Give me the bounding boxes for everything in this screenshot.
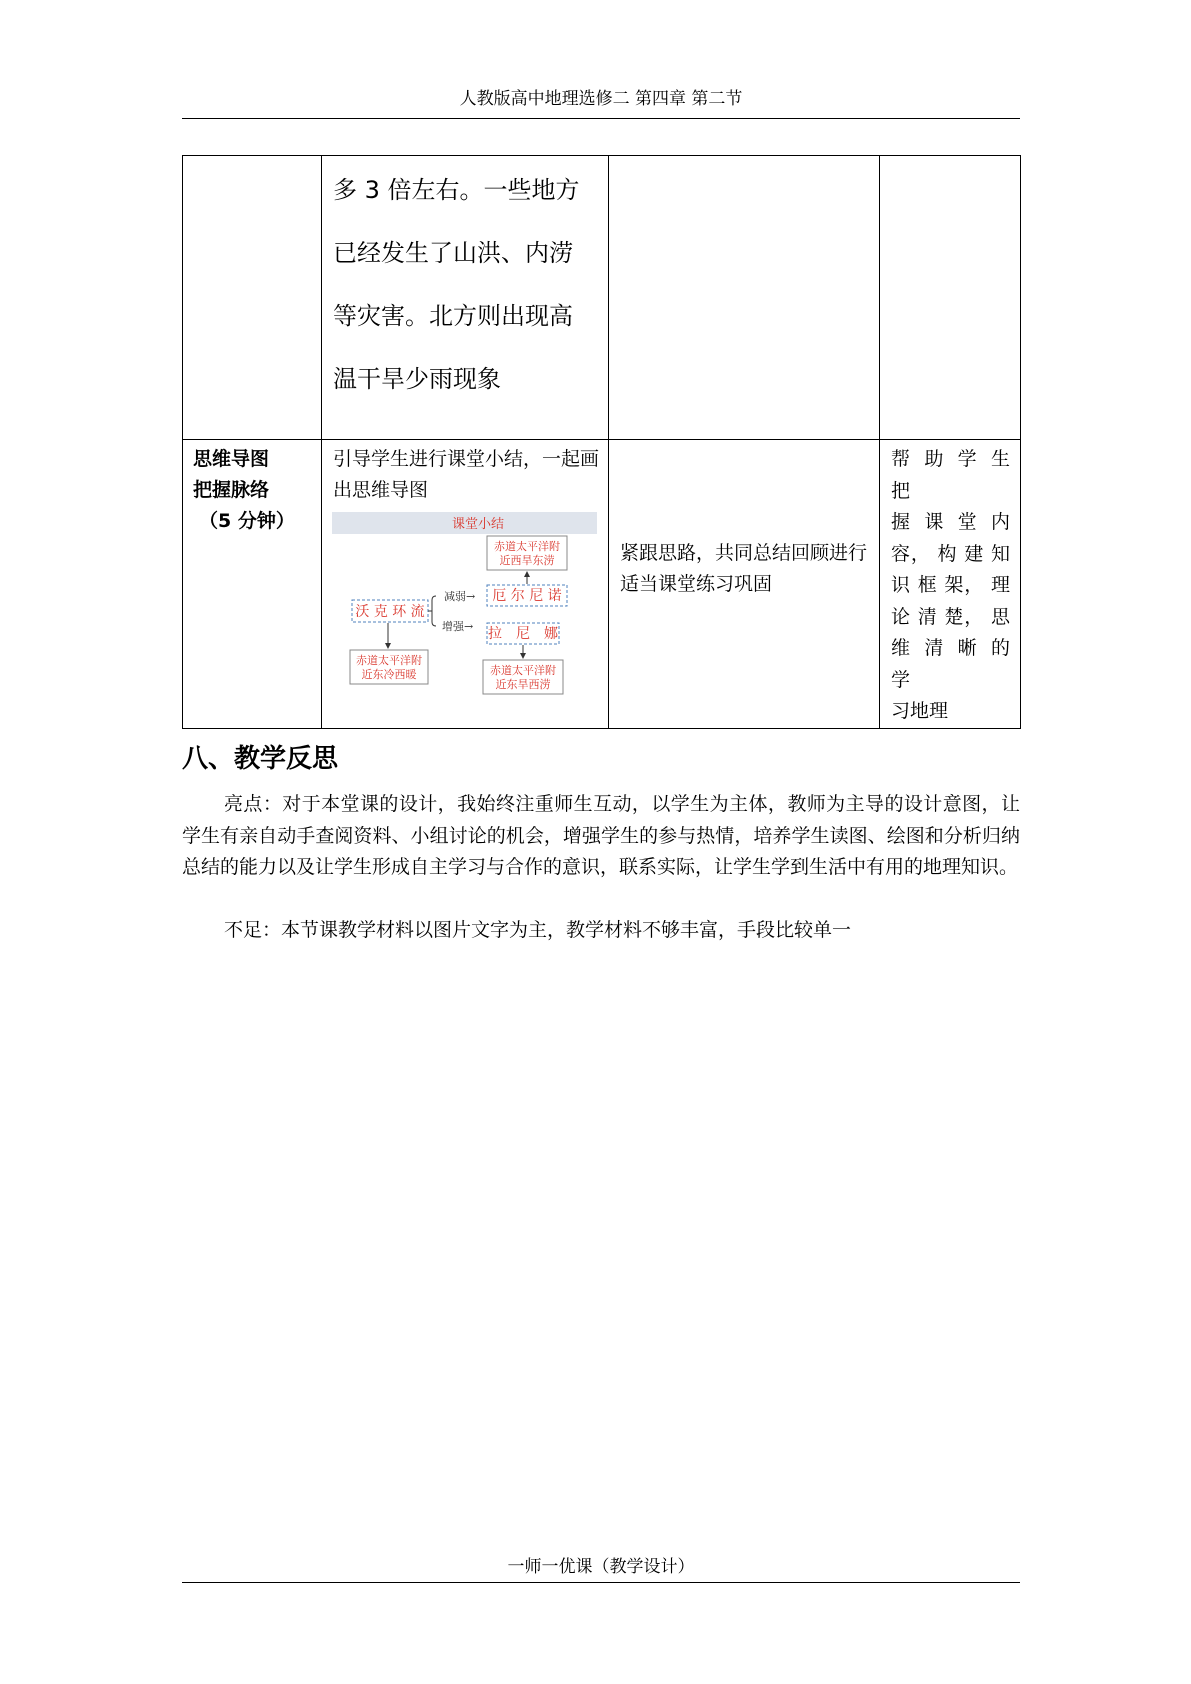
stage-title: 把握脉络 <box>193 479 270 501</box>
student-activity-cell <box>609 156 880 440</box>
walker-circulation-label: 沃 克 环 流 <box>355 604 425 620</box>
design-intent-line: 习地理 <box>891 700 949 722</box>
content-line: 已经发生了山洪、内涝 <box>333 239 573 267</box>
strengthen-label: 增强→ <box>442 620 474 633</box>
page-header <box>182 84 1020 119</box>
el-nino-effect-line: 近西旱东涝 <box>499 554 555 567</box>
footer-text: 一师一优课（教学设计） <box>507 1557 695 1577</box>
design-intent-cell <box>880 440 1021 729</box>
la-nina-effect-line: 赤道太平洋附 <box>490 664 556 677</box>
design-intent-cell <box>880 156 1021 440</box>
teacher-activity-cell <box>322 156 609 440</box>
el-nino-effect-line: 赤道太平洋附 <box>494 540 560 553</box>
table-row <box>183 156 1021 440</box>
design-intent-line: 容， 构 建 知 <box>891 542 1010 565</box>
stage-cell <box>183 440 322 729</box>
weaken-label: 减弱→ <box>444 590 476 603</box>
stage-time: （5 分钟） <box>199 510 295 532</box>
header-title: 人教版高中地理选修二 第四章 第二节 <box>459 89 743 109</box>
table-row <box>183 440 1021 729</box>
design-intent-line: 识 框 架， 理 <box>891 574 1010 596</box>
student-activity-text: 紧跟思路，共同总结回顾进行适当课堂练习巩固 <box>620 542 868 595</box>
teacher-activity-cell <box>322 440 609 729</box>
student-activity-cell <box>609 440 880 729</box>
design-intent-line: 维 清 晰 的 学 <box>891 637 1010 691</box>
la-nina-effect-line: 近东旱西涝 <box>495 678 551 691</box>
mind-map-title: 课堂小结 <box>451 517 505 532</box>
page-footer <box>182 1552 1020 1583</box>
content-line: 温干旱少雨现象 <box>333 365 501 393</box>
design-intent-line: 帮 助 学 生 把 <box>891 448 1010 502</box>
shortcomings-paragraph: 不足：本节课教学材料以图片文字为主，教学材料不够丰富，手段比较单一 <box>224 919 852 941</box>
design-intent-line: 握 课 堂 内 <box>891 511 1010 533</box>
mind-map-diagram <box>332 512 597 704</box>
stage-cell <box>183 156 322 440</box>
normal-effect-line: 近东冷西暖 <box>361 668 417 681</box>
stage-title: 思维导图 <box>193 448 270 470</box>
la-nina-label: 拉 尼 娜 <box>488 626 558 642</box>
lesson-plan-table <box>182 155 1021 729</box>
teacher-activity-text: 引导学生进行课堂小结，一起画出思维导图 <box>333 448 600 501</box>
content-line: 等灾害。北方则出现高 <box>333 302 573 330</box>
el-nino-label: 厄 尔 尼 诺 <box>492 588 562 604</box>
normal-effect-line: 赤道太平洋附 <box>356 654 422 667</box>
branch-bracket <box>432 596 436 626</box>
section-heading: 八、教学反思 <box>182 744 339 774</box>
design-intent-line: 论 清 楚， 思 <box>891 605 1010 628</box>
content-line: 多 3 倍左右。一些地方 <box>333 176 580 204</box>
highlights-paragraph: 亮点：对于本堂课的设计，我始终注重师生互动，以学生为主体，教师为主导的设计意图，让学生有亲自动手查阅资料、小组讨论的机会，增强学生的参与热情，培养学生读图、绘图和分析归纳总结的能力以及让学生形成自主学习与合作的意识，联系实际，让学生学到生活中有用的地理知识。 <box>182 793 1020 878</box>
